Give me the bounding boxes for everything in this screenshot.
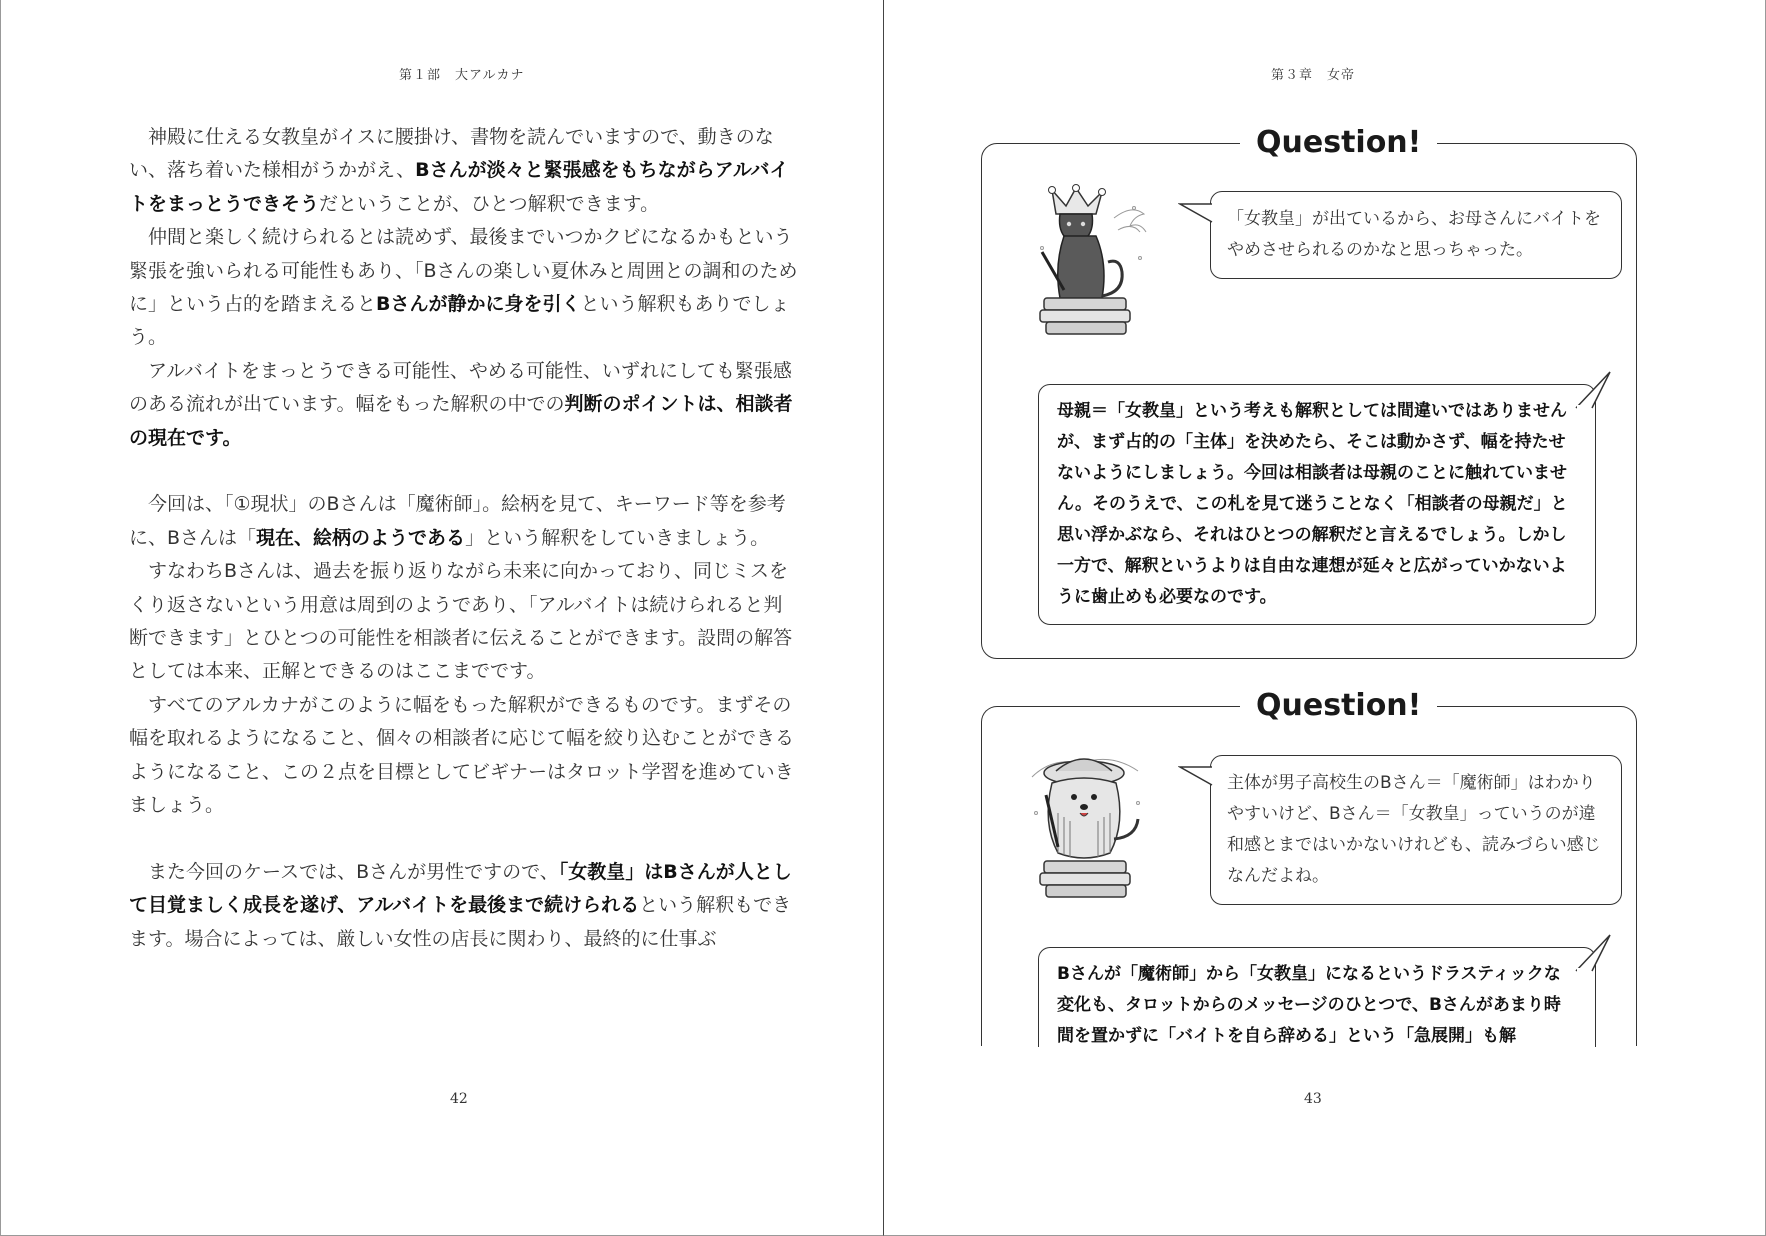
body-paragraph [129,856,799,956]
answer-bubble: Bさんが「魔術師」から「女教皇」になるというドラスティックな変化も、タロットからのメッセージのひとつで、Bさんがあまり時間を置かずに「バイトを自ら辞める」という「急展開」も解 [1038,947,1596,1047]
emphasis-text: Bさんが静かに身を引く [376,293,581,316]
body-paragraph [129,221,799,355]
running-head: 第１部 大アルカナ [399,68,525,83]
emphasis-text: 判断のポイントは、相談者の現在です。 [129,393,793,449]
question-box [981,125,1637,659]
text-run: アルバイトをまっとうできる可能性、やめる可能性、いずれにしても緊張感のある流れが出ています。幅をもった解釈の中での [129,359,792,416]
body-paragraph [129,355,799,455]
emphasis-text: 「女教皇」はBさんが人として目覚ましく成長を遂げ、アルバイトを最後まで続けられる [129,860,792,917]
text-run: という解釈もできます。場合によっては、厳しい女性の店長に関わり、最終的に仕事ぶ [129,894,792,950]
question-title: Question! [1240,686,1437,726]
bubble-tail [1178,765,1214,789]
cat-jester-on-books-icon [1022,178,1162,348]
body-paragraph [129,488,799,555]
text-run: という解釈もありでしょう。 [129,293,790,349]
body-paragraph [129,555,799,689]
page-number: 42 [450,1091,468,1107]
body-paragraph [129,689,799,823]
bubble-tail [1178,202,1214,226]
question-bubble: 主体が男子高校生のBさん＝「魔術師」はわかりやすいけど、Bさん＝「女教皇」っていうのが違和感とまではいかないけれども、読みづらい感じなんだよね。 [1210,755,1622,905]
question-title: Question! [1240,123,1437,163]
question-box [981,688,1637,1046]
body-paragraph [129,121,799,221]
answer-bubble: 母親＝「女教皇」という考えも解釈としては間違いではありませんが、まず占的の「主体」を決めたら、そこは動かさず、幅を持たせないようにしましょう。今回は相談者は母親のことに触れていません。そのうえで、この札を見て迷うことなく「相談者の母親だ」と思い浮かぶなら、それはひとつの解釈だと言えるでしょう。しかし一方で、解釈というよりは自由な連想が延々と広がっていかないように歯止めも必要なのです。 [1038,384,1596,625]
question-bubble: 「女教皇」が出ているから、お母さんにバイトをやめさせられるのかなと思っちゃった。 [1210,191,1622,279]
paragraph-gap [129,823,799,856]
text-run: すべてのアルカナがこのように幅をもった解釈ができるものです。まずその幅を取れるようになること、個々の相談者に応じて幅を絞り込むことができるようになること、この２点を目標としてビギナーはタロット学習を進めていきましょう。 [129,693,795,817]
page-number: 43 [1304,1091,1322,1107]
bubble-tail [1572,933,1612,973]
text-run: 神殿に仕える女教皇がイスに腰掛け、書物を読んでいますので、動きのない、落ち着いた様相がうかがえ、 [129,126,774,182]
text-run: すなわちBさんは、過去を振り返りながら未来に向かっており、同じミスをくり返さないという用意は周到のようであり、「アルバイトは続けられると判断できます」とひとつの可能性を相談者に伝えることができます。設問の解答としては本来、正解とできるのはここまでです。 [129,560,793,683]
bubble-tail [1572,370,1612,410]
emphasis-text: Bさんが淡々と緊張感をもちながらアルバイトをまっとうできそう [129,159,789,215]
text-run: また今回のケースでは、Bさんが男性ですので、 [148,860,559,883]
text-run: だということが、ひとつ解釈できます。 [319,192,660,215]
text-run: 」という解釈をしていきましょう。 [465,526,770,549]
paragraph-gap [129,455,799,488]
dog-wizard-on-books-icon [1022,743,1162,913]
body-text [129,121,799,956]
text-run: 仲間と楽しく続けられるとは読めず、最後までいつかクビになるかもという緊張を強いられる可能性もあり、「Bさんの楽しい夏休みと周囲との調和のために」という占的を踏まえると [129,226,798,316]
emphasis-text: 現在、絵柄のようである [256,526,466,549]
text-run: 今回は、「①現状」のBさんは「魔術師」。絵柄を見て、キーワード等を参考に、Bさんは「 [129,493,786,549]
right-page [883,0,1766,1236]
running-head: 第３章 女帝 [1271,68,1356,83]
